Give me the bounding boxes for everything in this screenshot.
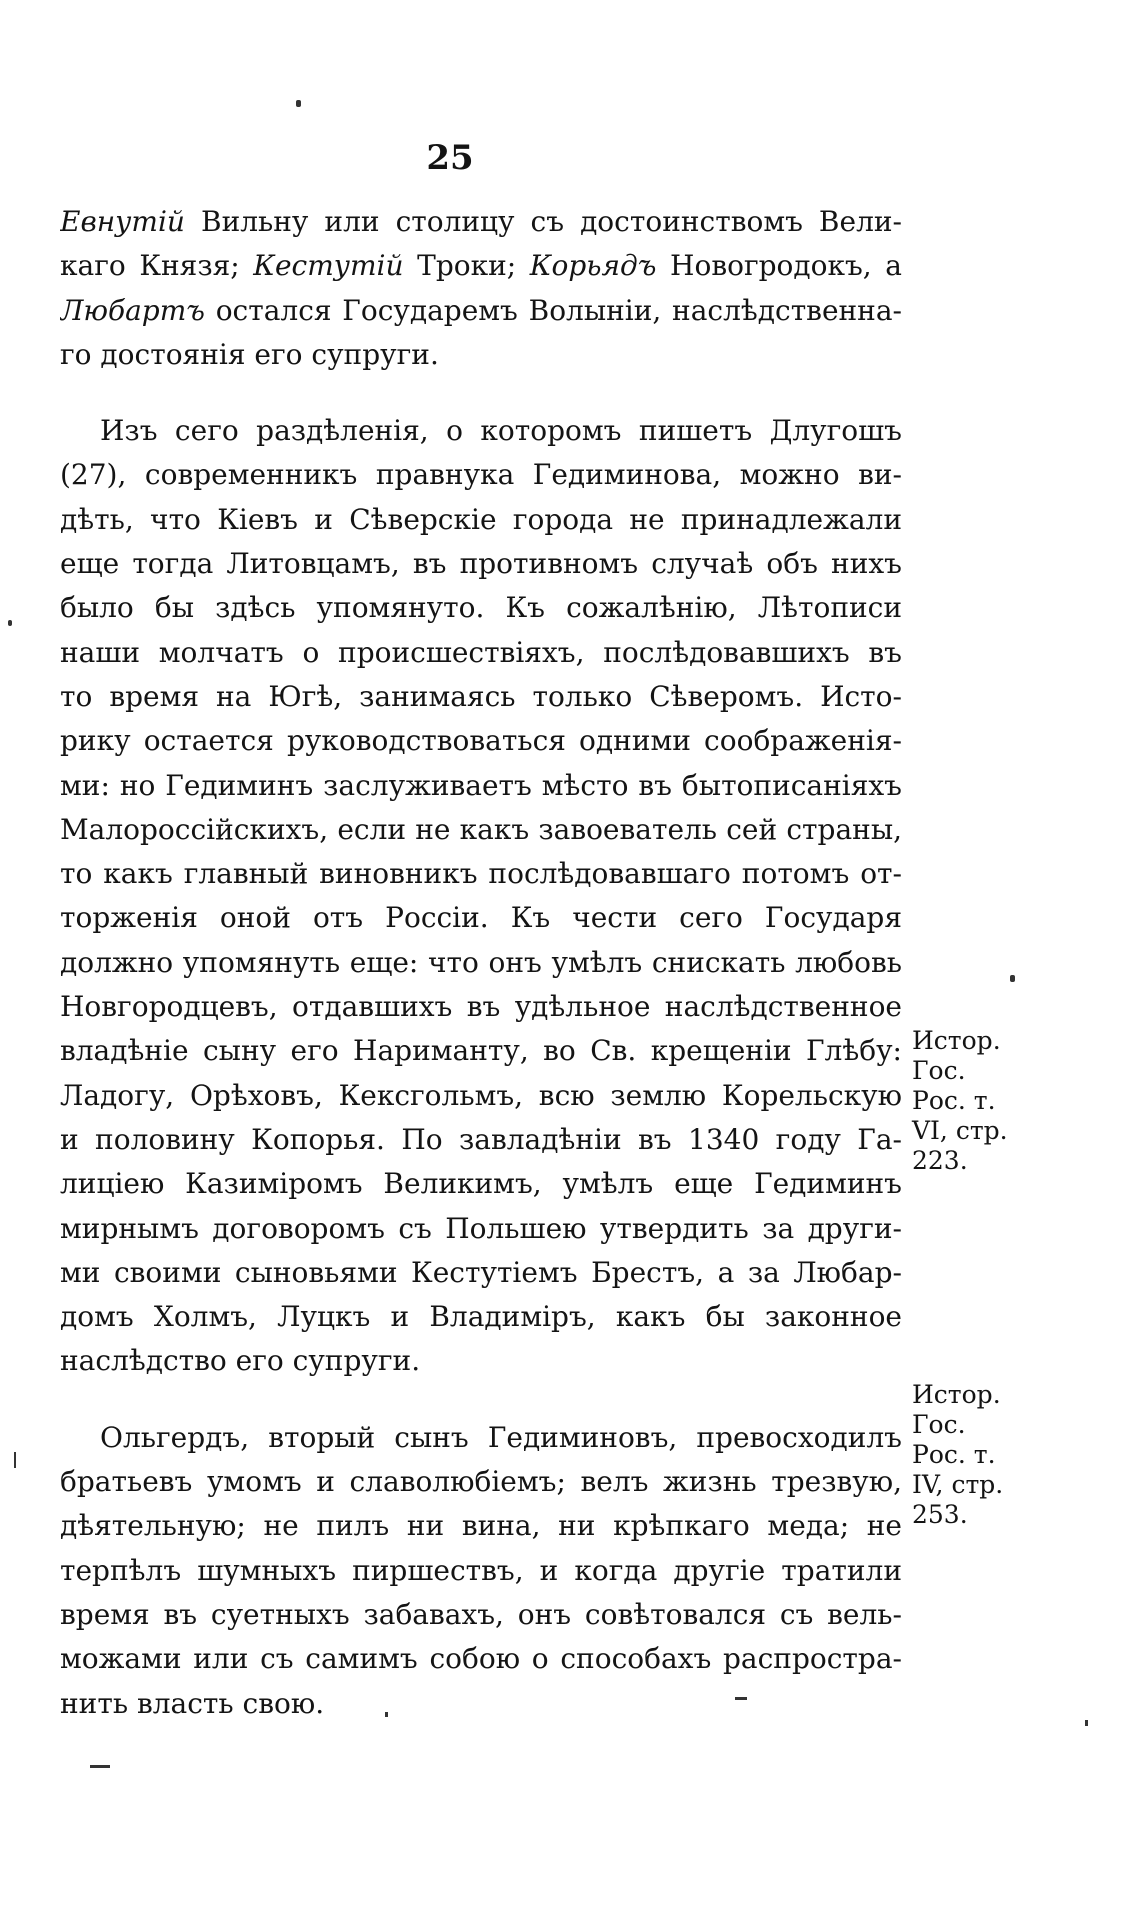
scan-speck — [1010, 975, 1015, 982]
margin-note-line: VI, стр. — [912, 1116, 1008, 1145]
text-line: братьевъ умомъ и славолюбіемъ; велъ жизнь трезвую, — [60, 1465, 902, 1499]
text-line: рику остается руководствоваться одними соображенія- — [60, 724, 902, 758]
text-run: Новогродокъ, а — [656, 249, 902, 283]
margin-note-1 — [912, 1026, 1030, 1176]
text-line — [60, 200, 902, 244]
text-line: должно упомянуть еще: что онъ умѣлъ снискать любовь — [60, 945, 902, 979]
text-line: было бы здѣсь упомянуто. Къ сожалѣнію, Лѣтописи — [60, 591, 902, 625]
italic-name: Кестутій — [253, 249, 404, 283]
paragraph-2 — [60, 409, 902, 1384]
scan-speck — [14, 1452, 16, 1468]
scan-speck — [735, 1697, 747, 1700]
margin-note-line: Гос. — [912, 1056, 966, 1085]
text-line: нить власть свою. — [60, 1686, 325, 1720]
text-line: Ольгердъ, вторый сынъ Гедиминовъ, превосходилъ — [100, 1420, 902, 1454]
text-line: еще тогда Литовцамъ, въ противномъ случаѣ объ нихъ — [60, 547, 902, 581]
text-column — [60, 200, 902, 1758]
text-line: время въ суетныхъ забавахъ, онъ совѣтовался съ вель- — [60, 1597, 902, 1631]
text-line: ми: но Гедиминъ заслуживаетъ мѣсто въ бытописаніяхъ — [60, 768, 902, 802]
margin-note-line: Гос. — [912, 1410, 966, 1439]
margin-note-line: 253. — [912, 1500, 968, 1529]
text-line: дѣятельную; не пилъ ни вина, ни крѣпкаго меда; не — [60, 1509, 902, 1543]
text-line: лиціею Казиміромъ Великимъ, умѣлъ еще Гедиминъ — [60, 1167, 902, 1201]
scan-speck — [1085, 1720, 1088, 1726]
margin-note-line: Рос. т. — [912, 1086, 996, 1115]
paragraph-3 — [60, 1416, 902, 1726]
margin-note-line: Истор. — [912, 1380, 1001, 1409]
text-run: Троки; — [403, 249, 530, 283]
text-line — [60, 289, 902, 333]
text-line: Малороссійскихъ, если не какъ завоеватель сей страны, — [60, 812, 902, 846]
italic-name: Любартъ — [60, 293, 205, 327]
scan-speck — [385, 1712, 388, 1717]
margin-note-line: IV, стр. — [912, 1470, 1004, 1499]
text-line: то время на Югѣ, занимаясь только Сѣверомъ. Исто- — [60, 679, 902, 713]
italic-name: Евнутій — [60, 205, 185, 238]
text-line: наслѣдство его супруги. — [60, 1344, 421, 1378]
text-run: каго Князя; — [60, 249, 254, 283]
margin-note-2 — [912, 1380, 1030, 1530]
text-line: владѣніе сыну его Нариманту, во Св. крещеніи Глѣбу: — [60, 1034, 902, 1068]
text-line: (27), современникъ правнука Гедиминова, можно ви- — [60, 458, 902, 492]
margin-note-line: 223. — [912, 1146, 968, 1175]
paragraph-1 — [60, 200, 902, 377]
text-line: Ладогу, Орѣховъ, Кексгольмъ, всю землю Корельскую — [60, 1078, 902, 1112]
text-line: наши молчатъ о происшествіяхъ, послѣдовавшихъ въ — [60, 635, 902, 669]
text-run: остался Государемъ Волыніи, наслѣдственна- — [204, 293, 902, 327]
italic-name: Корьядъ — [529, 249, 657, 283]
text-line: торженія оной отъ Россіи. Къ чести сего Государя — [60, 901, 902, 935]
margin-note-line: Рос. т. — [912, 1440, 996, 1469]
text-line: и половину Копорья. По завладѣніи въ 1340 году Га- — [60, 1122, 902, 1156]
text-run: го достоянія его супруги. — [60, 337, 439, 371]
margin-note-line: Истор. — [912, 1026, 1001, 1055]
text-line: терпѣлъ шумныхъ пиршествъ, и когда другіе тратили — [60, 1553, 902, 1587]
text-line: то какъ главный виновникъ послѣдовавшаго потомъ от- — [60, 857, 902, 891]
text-line — [60, 244, 902, 288]
text-line: домъ Холмъ, Луцкъ и Владиміръ, какъ бы законное — [60, 1300, 902, 1334]
page-number: 25 — [426, 138, 474, 178]
scan-speck — [8, 620, 12, 626]
text-line: мирнымъ договоромъ съ Польшею утвердить за други- — [60, 1211, 902, 1245]
text-line: Новгородцевъ, отдавшихъ въ удѣльное наслѣдственное — [60, 990, 902, 1024]
text-run: Вильну или столицу съ достоинствомъ Вели- — [184, 205, 902, 238]
scan-speck — [296, 100, 301, 107]
text-line: ми своими сыновьями Кестутіемъ Брестъ, а за Любар- — [60, 1255, 902, 1289]
scan-speck — [90, 1765, 110, 1768]
text-line: Изъ сего раздѣленія, о которомъ пишетъ Длугошъ — [100, 414, 902, 448]
text-line: дѣть, что Кіевъ и Сѣверскіе города не принадлежали — [60, 502, 902, 536]
text-line — [60, 333, 902, 377]
text-line: можами или съ самимъ собою о способахъ распростра- — [60, 1642, 902, 1676]
